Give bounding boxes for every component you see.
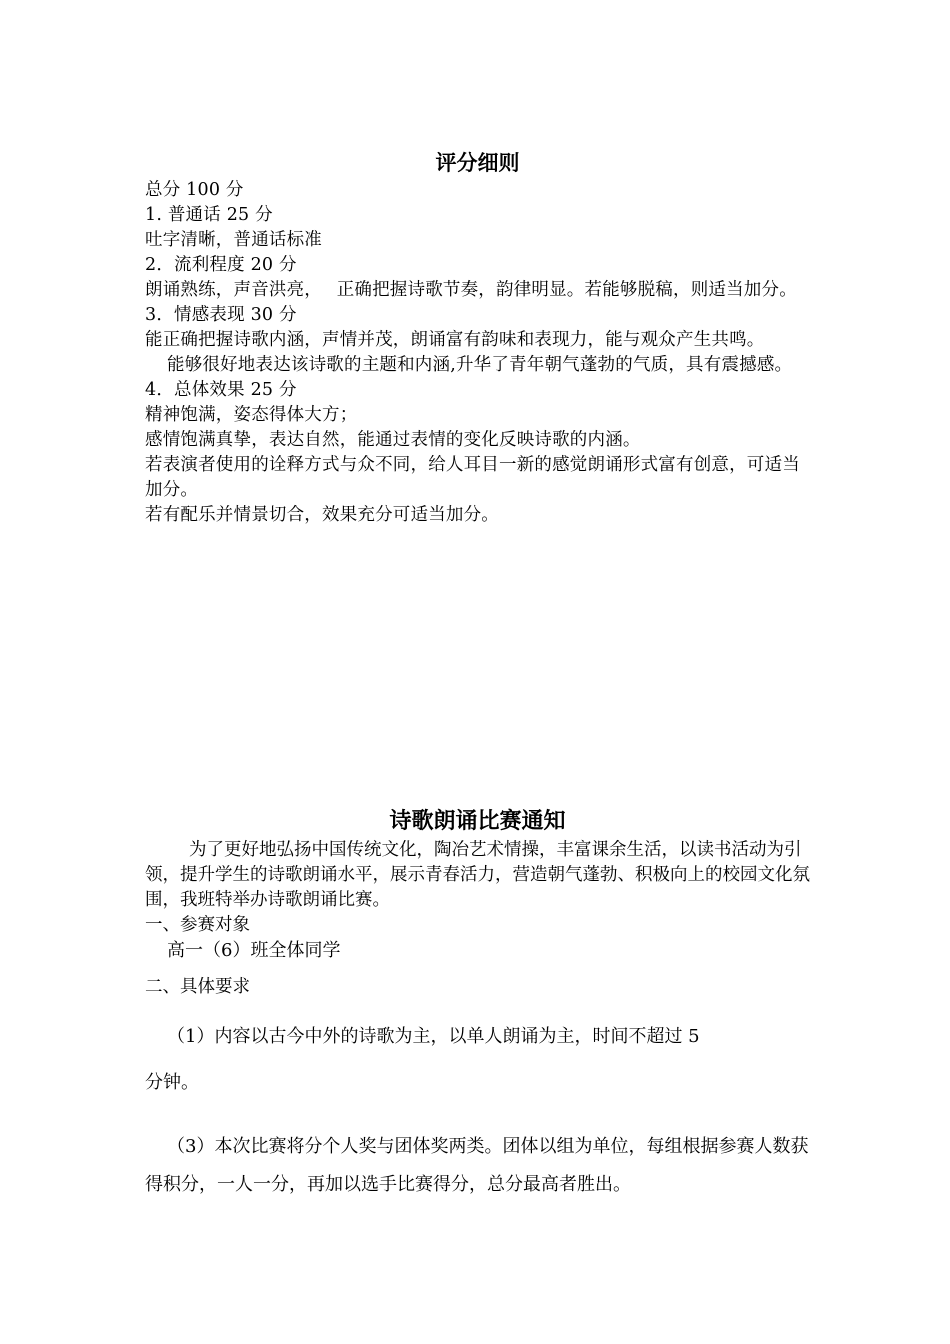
requirement-1: （1）内容以古今中外的诗歌为主，以单人朗诵为主，时间不超过 5 xyxy=(167,1026,700,1047)
criterion-2-heading: 2．流利程度 20 分 xyxy=(145,255,297,275)
notice-title: 诗歌朗诵比赛通知 xyxy=(389,809,566,834)
criterion-4-text-3: 若表演者使用的诠释方式与众不同，给人耳目一新的感觉朗诵形式富有创意，可适当加分。 xyxy=(145,455,800,500)
criterion-1-heading: 1. 普通话 25 分 xyxy=(145,205,273,225)
criterion-1-text: 吐字清晰，普通话标准 xyxy=(145,230,322,250)
heading-participants: 一、参赛对象 xyxy=(145,915,250,935)
criterion-3-text-1: 能正确把握诗歌内涵，声情并茂，朗诵富有韵味和表现力，能与观众产生共鸣。 xyxy=(145,330,765,350)
scoring-title: 评分细则 xyxy=(435,151,520,175)
notice-section xyxy=(145,806,810,1204)
heading-requirements: 二、具体要求 xyxy=(145,977,250,997)
criterion-3-heading: 3．情感表现 30 分 xyxy=(145,305,297,325)
requirement-1-continued: 分钟。 xyxy=(145,1072,199,1093)
participants-text: 高一（6）班全体同学 xyxy=(167,940,341,961)
notice-intro: 为了更好地弘扬中国传统文化，陶冶艺术情操，丰富课余生活，以读书活动为引领，提升学生的诗歌朗诵水平，展示青春活力，营造朝气蓬勃、积极向上的校园文化氛围，我班特举办诗歌朗诵比赛。 xyxy=(145,840,810,910)
scoring-section xyxy=(145,148,810,528)
criterion-4-text-1: 精神饱满，姿态得体大方； xyxy=(145,405,358,425)
criterion-3-text-2: 能够很好地表达该诗歌的主题和内涵,升华了青年朝气蓬勃的气质，具有震撼感。 xyxy=(167,355,793,375)
total-score-line: 总分 100 分 xyxy=(145,180,244,200)
criterion-2-text: 朗诵熟练，声音洪亮， 正确把握诗歌节奏，韵律明显。若能够脱稿，则适当加分。 xyxy=(145,280,797,300)
criterion-4-heading: 4．总体效果 25 分 xyxy=(145,380,297,400)
requirement-3: （3）本次比赛将分个人奖与团体奖两类。团体以组为单位，每组根据参赛人数获得积分，一人一分，再加以选手比赛得分，总分最高者胜出。 xyxy=(145,1136,809,1195)
criterion-4-text-2: 感情饱满真挚，表达自然，能通过表情的变化反映诗歌的内涵。 xyxy=(145,430,641,450)
criterion-4-text-4: 若有配乐并情景切合，效果充分可适当加分。 xyxy=(145,505,499,525)
